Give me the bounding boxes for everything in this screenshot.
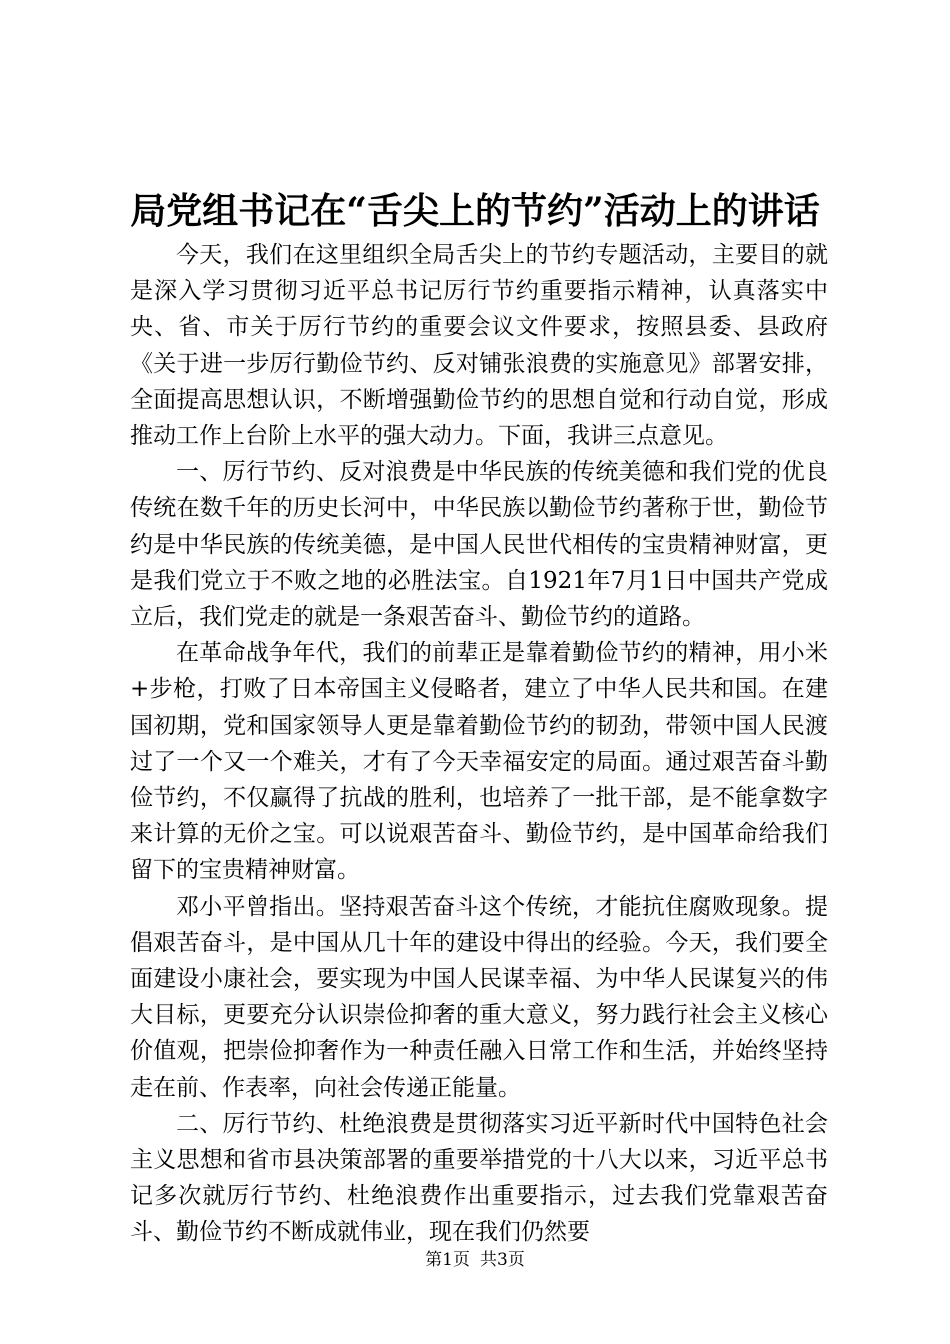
paragraph: 今天，我们在这里组织全局舌尖上的节约专题活动，主要目的就是深入学习贯彻习近平总书记厉行节约重要指示精神，认真落实中央、省、市关于厉行节约的重要会议文件要求，按照县委、县政府《关于进一步厉行勤俭节约、反对铺张浪费的实施意见》部署安排，全面提高思想认识，不断增强勤俭节约的思想自觉和行动自觉，形成推动工作上台阶上水平的强大动力。下面，我讲三点意见。 [130,242,828,450]
page-footer [0,1245,950,1270]
page-total: 共3页 [480,1250,525,1270]
document-title: 局党组书记在“舌尖上的节约”活动上的讲话 [130,190,820,232]
paragraph: 一、厉行节约、反对浪费是中华民族的传统美德和我们党的优良传统在数千年的历史长河中，中华民族以勤俭节约著称于世，勤俭节约是中华民族的传统美德，是中国人民世代相传的宝贵精神财富，更是我们党立于不败之地的必胜法宝。自1921年7月1日中国共产党成立后，我们党走的就是一条艰苦奋斗、勤俭节约的道路。 [130,459,828,631]
document-body [130,237,828,1251]
paragraph: 二、厉行节约、杜绝浪费是贯彻落实习近平新时代中国特色社会主义思想和省市县决策部署的重要举措党的十八大以来，习近平总书记多次就厉行节约、杜绝浪费作出重要指示，过去我们党靠艰苦奋斗、勤俭节约不断成就伟业，现在我们仍然要 [130,1110,828,1246]
paragraph: 邓小平曾指出。坚持艰苦奋斗这个传统，才能抗住腐败现象。提倡艰苦奋斗，是中国从几十年的建设中得出的经验。今天，我们要全面建设小康社会，要实现为中国人民谋幸福、为中华人民谋复兴的伟大目标，更要充分认识崇俭抑奢的重大意义，努力践行社会主义核心价值观，把崇俭抑奢作为一种责任融入日常工作和生活，并始终坚持走在前、作表率，向社会传递正能量。 [130,893,828,1101]
page-number: 第1页 [425,1250,470,1270]
paragraph: 在革命战争年代，我们的前辈正是靠着勤俭节约的精神，用小米+步枪，打败了日本帝国主义侵略者，建立了中华人民共和国。在建国初期，党和国家领导人更是靠着勤俭节约的韧劲，带领中国人民渡过了一个又一个难关，才有了今天幸福安定的局面。通过艰苦奋斗勤俭节约，不仅赢得了抗战的胜利，也培养了一批干部，是不能拿数字来计算的无价之宝。可以说艰苦奋斗、勤俭节约，是中国革命给我们留下的宝贵精神财富。 [130,640,828,884]
